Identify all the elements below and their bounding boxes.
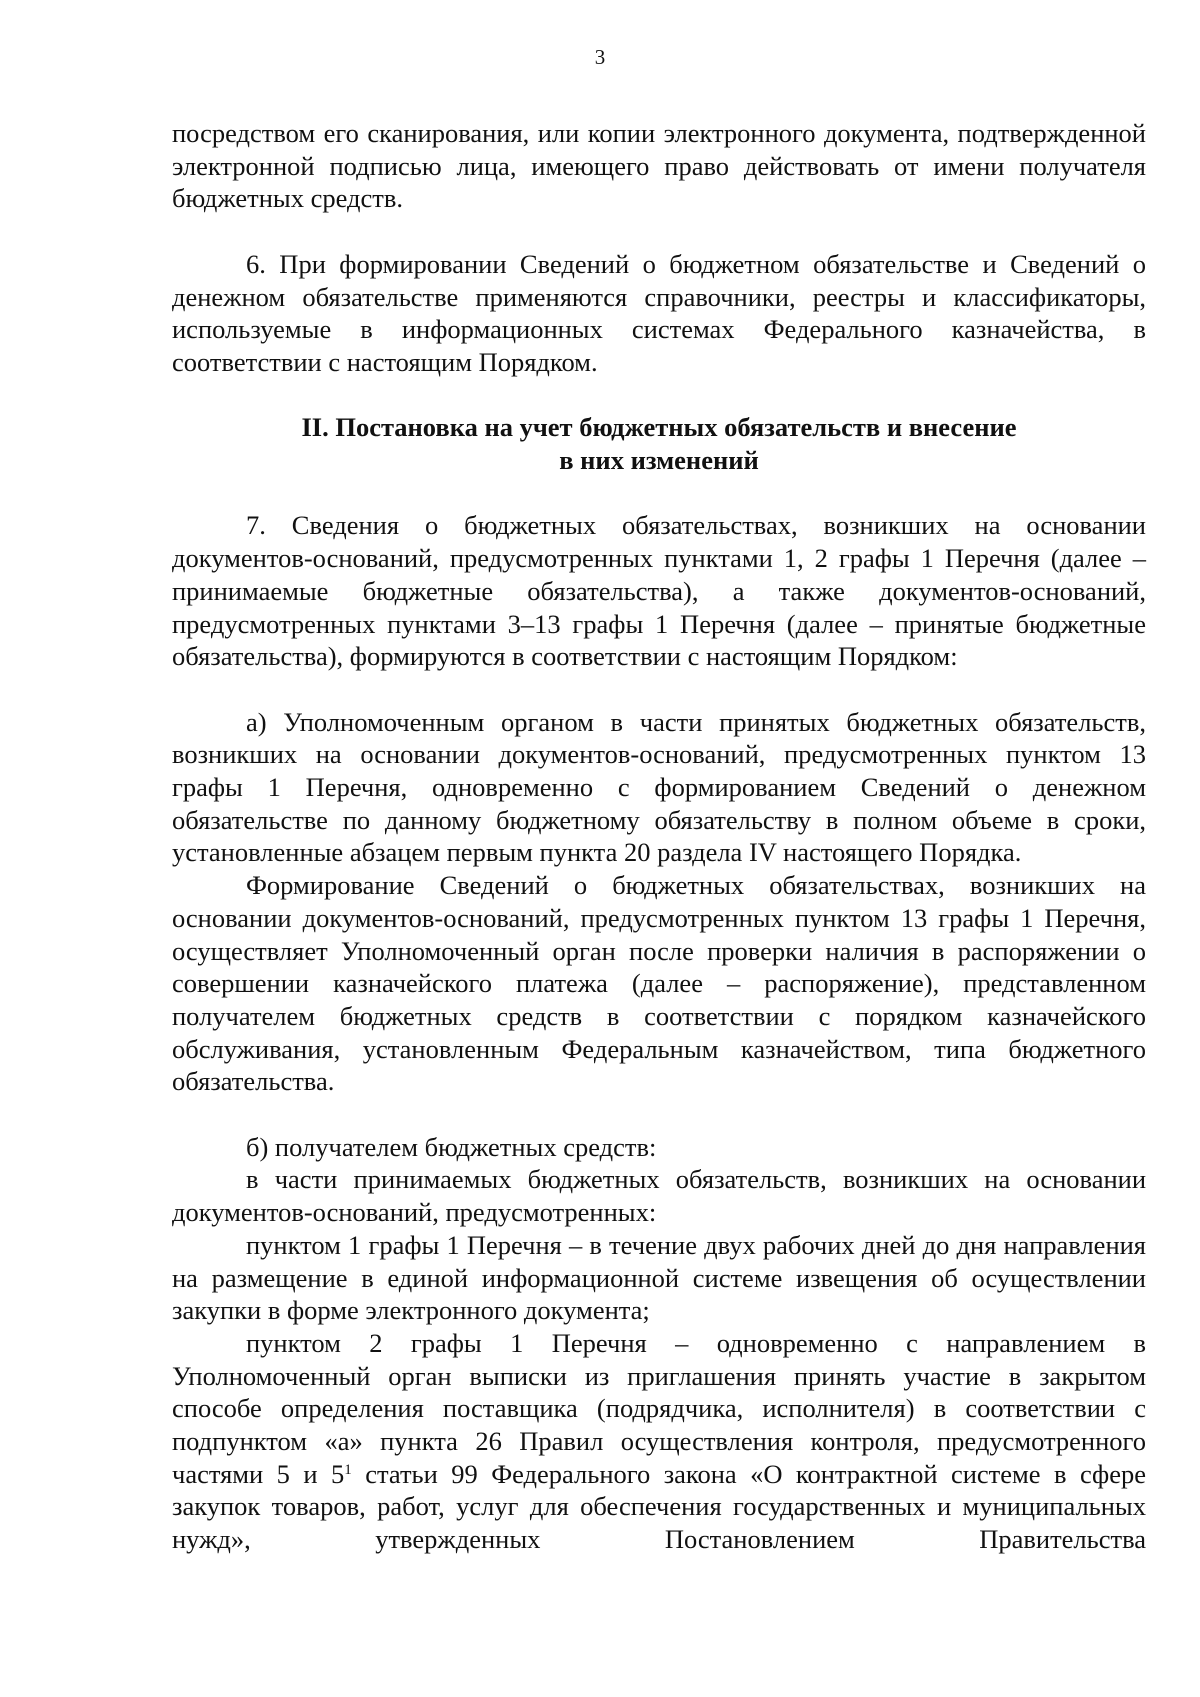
paragraph-7: 7. Сведения о бюджетных обязательствах, возникших на основании документов-оснований, предусмотренных пунктами 1, 2 графы 1 Перечня (далее – принимаемые бюджетные обязательства), а также документов-оснований, предусмотренных пунктами 3–13 графы 1 Перечня (далее – принятые бюджетные обязательства), формируются в соответствии с настоящим Порядком:	[172, 510, 1146, 672]
page-number: 3	[594, 45, 606, 69]
paragraph-7b-item-3-text-end: статьи 99 Федерального закона «О контрактной системе в сфере закупок товаров, работ, услуг для обеспечения государственных и муниципальных нужд», утвержденных Постановлением Правительства	[172, 1458, 1146, 1555]
paragraph-7b-item-1: в части принимаемых бюджетных обязательств, возникших на основании документов-оснований, предусмотренных:	[172, 1164, 1146, 1228]
paragraph-7a-continuation: Формирование Сведений о бюджетных обязательствах, возникших на основании документов-оснований, предусмотренных пунктом 13 графы 1 Перечня, осуществляет Уполномоченный орган после проверки наличия в распоряжении о совершении казначейского платежа (далее – распоряжение), представленном получателем бюджетных средств в соответствии с порядком казначейского обслуживания, установленным Федеральным казначейством, типа бюджетного обязательства.	[172, 870, 1146, 1097]
paragraph-7b: б) получателем бюджетных средств:	[246, 1131, 657, 1162]
paragraph-6: 6. При формировании Сведений о бюджетном обязательстве и Сведений о денежном обязательстве применяются справочники, реестры и классификаторы, используемые в информационных системах Федерального казначейства, в соответствии с настоящим Порядком.	[172, 248, 1146, 377]
superscript-one: 1	[344, 1461, 352, 1478]
paragraph-7b-item-3-text: пунктом 2 графы 1 Перечня – одновременно с направлением в Уполномоченный орган выписки из приглашения принять участие в закрытом способе определения поставщика (подрядчика, исполнителя) в соответствии с подпунктом «а» пункта 26 Правил осуществления контроля, предусмотренного частями 5 и 5	[172, 1327, 1146, 1489]
paragraph-7b-item-3	[172, 1327, 1146, 1556]
paragraph-7a: а) Уполномоченным органом в части принятых бюджетных обязательств, возникших на основании документов-оснований, предусмотренных пунктом 13 графы 1 Перечня, одновременно с формированием Сведений о денежном обязательстве по данному бюджетному обязательству в полном объеме в сроки, установленные абзацем первым пункта 20 раздела IV настоящего Порядка.	[172, 706, 1146, 868]
section-heading-line-2: в них изменений	[559, 445, 759, 475]
paragraph-7b-item-2: пунктом 1 графы 1 Перечня – в течение двух рабочих дней до дня направления на размещение в единой информационной системе извещения об осуществлении закупки в форме электронного документа;	[172, 1229, 1146, 1326]
document-body	[172, 117, 1146, 1556]
section-heading	[172, 411, 1146, 476]
paragraph-intro: посредством его сканирования, или копии электронного документа, подтвержденной электронной подписью лица, имеющего право действовать от имени получателя бюджетных средств.	[172, 118, 1146, 214]
section-heading-line-1: II. Постановка на учет бюджетных обязательств и внесение	[301, 412, 1017, 443]
